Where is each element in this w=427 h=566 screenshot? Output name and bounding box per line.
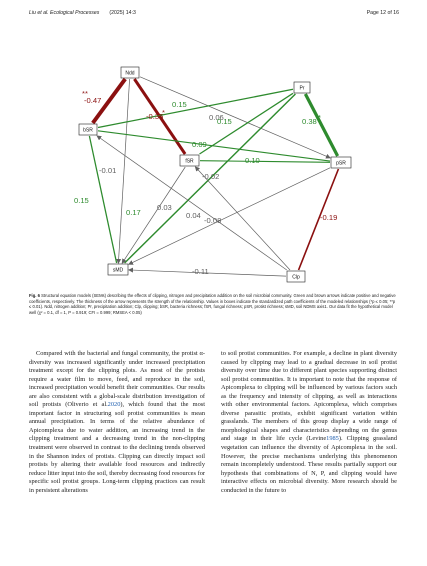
coef-label-ndd-to-fsr: -0.35 bbox=[146, 112, 164, 121]
sem-diagram-canvas bbox=[54, 55, 372, 287]
coef-label-ndd-to-smd: -0.01 bbox=[99, 166, 117, 175]
caption-text: Structural equation models (SEMs) describing the effects of clipping, nitrogen and precipitation addition on the soil microbial community. Green and brown arrows indicate positive and negative coefficients, respectively. The thickness of the arrow represents the strength of the relationship. Values in boxes indicate the standardized path coefficients of the modeled relationships (*p ≤ 0.05; **p ≤ 0.01). Ndd, nitrogen addition; Pr, precipitation addition; Clp, clipping; bSR, bacteria richness; fSR, fungal richness; pSR, protist richness; sMD, soil NDMS axis1. Our data fit the hypothetical model well (χ² = 0.1, df = 1, P = 0.919; CFI = 0.999; RMSEA < 0.05) bbox=[29, 293, 396, 315]
coef-label-pr-to-fsr: 0.15 bbox=[217, 117, 232, 126]
coef-label-pr-to-psr: 0.38 bbox=[302, 117, 317, 126]
coef-label-clp-to-psr: -0.19 bbox=[320, 213, 338, 222]
figure-label: Fig. 6 bbox=[29, 293, 40, 298]
significance-mark-ndd-to-fsr: * bbox=[162, 108, 165, 117]
node-label-psr: pSR bbox=[336, 160, 346, 167]
coef-label-bsr-to-smd: 0.15 bbox=[74, 196, 89, 205]
figure-caption bbox=[29, 293, 397, 315]
citation-link-levine[interactable]: 1985 bbox=[326, 435, 339, 443]
coef-label-ndd-to-psr: 0.06 bbox=[209, 113, 224, 122]
path-arrow-pr-to-bsr bbox=[98, 89, 293, 127]
body-right-part1: to soil protist communities. For example, a decline in plant diversity caused by clipping may lead to a gradual decrease in soil protist diversity over time due to different plant species supporting distinct soil protist communities. It is important to note that the response of Apicomplexa to clipping will be influenced by various factors such as the frequency and intensity of clipping, as well as interactions with other environmental factors. Apicomplexa, which comprises diverse parasitic protists, exhibit significant variation within grasslands. The members of this group display a wide range of morphological shapes and characteristics depending on the genus and stage in their life cycle (Levine bbox=[221, 350, 397, 443]
node-label-ndd: Ndd bbox=[125, 70, 135, 77]
body-right-part2: ). Clipping grassland vegetation can influence the diversity of Apicomplexa in the soil. However, the precise mechanisms underlying this phenomenon remain incompletely understood. These results partially support our hypothesis that combinations of N, P, and clipping would have interactive effects on microbial diversity. More research should be conducted in the future to bbox=[221, 435, 397, 494]
node-label-bsr: bSR bbox=[83, 127, 93, 134]
path-arrow-fsr-to-psr bbox=[200, 161, 330, 163]
coef-label-clp-to-fsr: -0.08 bbox=[204, 216, 222, 225]
path-arrow-bsr-to-smd bbox=[89, 136, 116, 263]
node-label-clp: Clp bbox=[292, 274, 300, 281]
path-arrow-ndd-to-smd bbox=[118, 79, 129, 263]
coef-label-fsr-to-smd: -0.02 bbox=[202, 172, 220, 181]
node-label-smd: sMD bbox=[112, 267, 124, 274]
sem-path-diagram bbox=[54, 55, 372, 287]
coef-label-pr-to-bsr: 0.15 bbox=[172, 100, 187, 109]
path-arrow-pr-to-fsr bbox=[200, 93, 293, 154]
body-column-left bbox=[29, 350, 205, 495]
path-arrow-bsr-to-psr bbox=[98, 131, 330, 161]
volume-year: (2025) 14:3 bbox=[109, 10, 136, 16]
significance-mark-pr-to-psr: * bbox=[318, 113, 321, 122]
coef-label-pr-to-smd: 0.17 bbox=[126, 208, 141, 217]
body-left-part2: ), which found that the most important factor in structuring soil protist communities is mean annual precipitation. In terms of the relative abundance of Apicomplexa due to water addition, an increasing trend in the clipping treatment and a decreasing trend in the non-clipping treatment were observed in contrast to the declining trends observed in the Shannon index of protists. Clipping can directly impact soil protists by altering their available food resources and indirectly reduce litter input into the soil, thereby decreasing food resources for specific soil protist groups. Long-term clipping practices can result in persistent alterations bbox=[29, 401, 205, 494]
running-header-left bbox=[29, 10, 136, 16]
coef-label-psr-to-smd: 0.04 bbox=[186, 211, 201, 220]
significance-mark-ndd-to-bsr: ** bbox=[82, 89, 88, 98]
citation-link-oliverio[interactable]: 2020 bbox=[107, 401, 121, 409]
coef-label-clp-to-smd: -0.11 bbox=[192, 267, 209, 276]
coef-label-fsr-to-psr: 0.10 bbox=[245, 156, 260, 165]
path-arrow-psr-to-smd bbox=[129, 168, 330, 264]
coef-label-bsr-to-psr: 0.09 bbox=[192, 140, 207, 149]
body-column-right bbox=[221, 350, 397, 495]
node-label-pr: Pr bbox=[299, 85, 305, 92]
page-number: Page 12 of 16 bbox=[366, 10, 399, 16]
body-left-part1: Compared with the bacterial and fungal community, the protist α-diversity was increased significantly under increased precipitation treatment except for the clipping plots. As most of the protists require a water film to move, feed, and reproduce in the soil, increased precipitation would benefit their communities. Our results are also consistent with a global-scale distribution investigation of soil protists (Oliverio et al. bbox=[29, 350, 205, 409]
node-label-fsr: fSR bbox=[185, 158, 194, 165]
journal-name: Liu et al. Ecological Processes bbox=[29, 10, 100, 16]
coef-label-clp-to-bsr: 0.03 bbox=[157, 203, 172, 212]
coef-label-ndd-to-bsr: -0.47 bbox=[84, 96, 102, 105]
